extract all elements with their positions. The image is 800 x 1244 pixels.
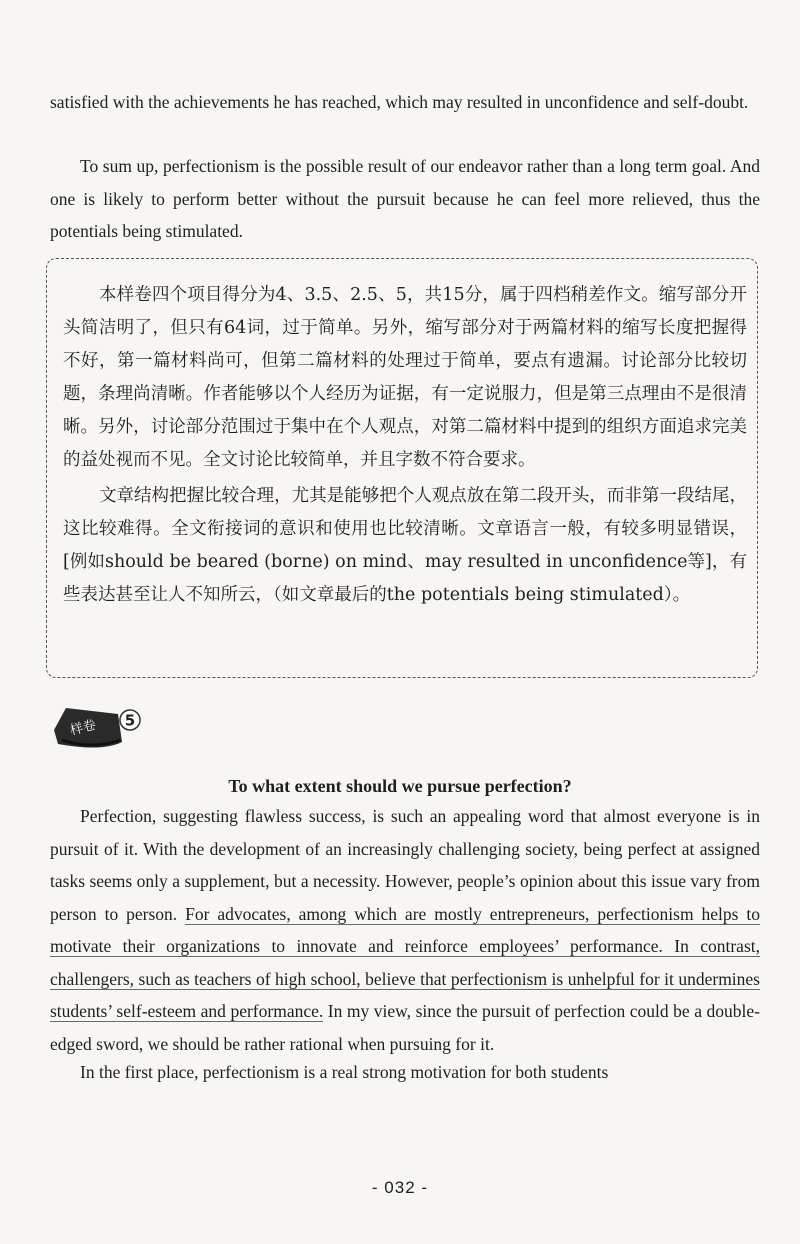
essay-paragraph-2: In the first place, perfectionism is a real strong motivation for both students	[80, 1062, 609, 1082]
intro-paragraph-continued: satisfied with the achievements he has reached, which may resulted in unconfidence and self-doubt.	[50, 92, 749, 112]
essay-p1-closing: In my view, since the pursuit of perfection could be a double-edged sword, we should be rather rational when pursuing for it.	[50, 1001, 760, 1054]
commentary-paragraph-scores: 本样卷四个项目得分为4、3.5、2.5、5，共15分，属于四档稍差作文。缩写部分开头简洁明了，但只有64词，过于简单。另外，缩写部分对于两篇材料的缩写长度把握得不好，第一篇材料尚可，但第二篇材料的处理过于简单，要点有遗漏。讨论部分比较切题，条理尚清晰。作者能够以个人经历为证据，有一定说服力，但是第三点理由不是很清晰。另外，讨论部分范围过于集中在个人观点，对第二篇材料中提到的组织方面追求完美的益处视而不见。全文讨论比较简单，并且字数不符合要求。	[63, 285, 747, 470]
intro-paragraph-conclusion: To sum up, perfectionism is the possible result of our endeavor rather than a long term goal. And one is likely to perform better without the pursuit because he can feel more relieved, thus the potentials being stimulated.	[50, 156, 760, 241]
essay-paragraph-1	[50, 800, 760, 1060]
page-number: - 032 -	[371, 1178, 429, 1197]
commentary-paragraph-structure: 文章结构把握比较合理，尤其是能够把个人观点放在第二段开头，而非第一段结尾，这比较难得。全文衔接词的意识和使用也比较清晰。文章语言一般，有较多明显错误，[例如should be beared (borne) on mind、may resulted in unconfidence等]，有些表达甚至让人不知所云，（如文章最后的the potentials being stimulated）。	[63, 486, 747, 605]
essay-p1-opening: Perfection, suggesting flawless success, is such an appealing word that almost everyone is in pursuit of it. With the development of an increasingly challenging society, being perfect at assigned tasks seems only a supplement, but a necessity. However, people’s opinion about this issue vary from person to person.	[50, 806, 760, 924]
badge-label: 样卷	[68, 717, 98, 739]
essay-title: To what extent should we pursue perfection?	[228, 776, 572, 796]
essay-p1-underlined: For advocates, among which are mostly entrepreneurs, perfectionism helps to motivate their organizations to innovate and reinforce employees’ performance. In contrast, challengers, such as teachers of high school, believe that perfectionism is unhelpful for it undermines students’ self-esteem and performance.	[50, 903, 760, 1021]
badge-number: 5	[124, 711, 136, 730]
commentary-box	[46, 258, 758, 678]
sample-badge-icon	[52, 700, 142, 760]
